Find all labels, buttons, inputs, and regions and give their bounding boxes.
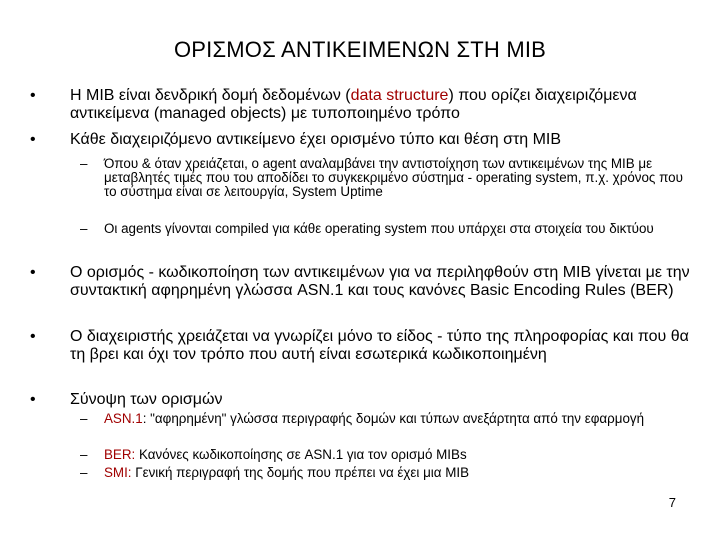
dash-marker: – xyxy=(80,411,88,426)
bullet-item xyxy=(30,391,690,409)
dash-marker: – xyxy=(80,156,88,171)
dash-marker: – xyxy=(80,447,88,462)
bullet-item xyxy=(30,328,690,364)
sub-bullet-item xyxy=(80,222,685,236)
slide-title: ΟΡΙΣΜΟΣ ΑΝΤΙΚΕΙΜΕΝΩΝ ΣΤΗ MIB xyxy=(173,37,547,62)
bullet-marker: • xyxy=(30,391,36,408)
bullet-text xyxy=(70,87,690,123)
bullet-item xyxy=(30,264,690,300)
term-label: ASN.1 xyxy=(104,411,143,426)
sub-bullet-text: Όπου & όταν χρειάζεται, ο agent αναλαμβάνει την αντιστοίχηση των αντικειμένων της MIB με μεταβλητές τιμές που του αποδίδει το συγκεκριμένο σύστημα - operating system, π.χ. χρόνος που το σύστημα είναι σε λειτουργία, System Uptime xyxy=(104,156,683,199)
bullet-marker: • xyxy=(30,87,36,104)
term-definition: Γενική περιγραφή της δομής που πρέπει να έχει μια MIB xyxy=(131,465,470,480)
bullet-marker: • xyxy=(30,328,36,345)
bullet-text: Κάθε διαχειριζόμενο αντικείμενο έχει ορισμένο τύπο και θέση στη MIB xyxy=(70,131,562,148)
term-definition: Κανόνες κωδικοποίησης σε ASN.1 για τον ορισμό MIBs xyxy=(135,447,467,462)
sub-bullet-item xyxy=(80,412,685,426)
sub-bullet-text xyxy=(104,448,685,462)
text-run: ) που ορίζει διαχειριζόμενα αντικείμενα (managed objects) με τυποποιημένο τρόπο xyxy=(70,87,637,122)
dash-marker: – xyxy=(80,221,88,236)
sub-bullet-item xyxy=(80,466,685,480)
highlighted-term: data structure xyxy=(350,87,449,104)
sub-bullet-item xyxy=(80,448,685,462)
term-label: SMI: xyxy=(104,465,132,480)
bullet-text: Ο ορισμός - κωδικοποίηση των αντικειμένων για να περιληφθούν στη MIB γίνεται με την συντακτική αφηρημένη γλώσσα ASN.1 και τους κανόνες Basic Encoding Rules (BER) xyxy=(70,264,690,299)
text-run: Η MIB είναι δενδρική δομή δεδομένων ( xyxy=(70,87,351,104)
sub-bullet-text xyxy=(104,412,685,426)
term-definition: : "αφηρημένη" γλώσσα περιγραφής δομών και τύπων ανεξάρτητα από την εφαρμογή xyxy=(142,411,645,426)
term-label: BER: xyxy=(104,447,136,462)
bullet-item xyxy=(30,87,690,123)
bullet-item xyxy=(30,131,690,149)
page-number: 7 xyxy=(668,495,676,510)
sub-bullet-text xyxy=(104,466,685,480)
bullet-text: Ο διαχειριστής χρειάζεται να γνωρίζει μόνο το είδος - τύπο της πληροφορίας και που θα τη βρει και όχι τον τρόπο που αυτή είναι εσωτερικά κωδικοποιημένη xyxy=(70,328,689,363)
dash-marker: – xyxy=(80,465,88,480)
bullet-marker: • xyxy=(30,264,36,281)
sub-bullet-item xyxy=(80,157,685,199)
bullet-marker: • xyxy=(30,131,36,148)
sub-bullet-text: Οι agents γίνονται compiled για κάθε operating system που υπάρχει στα στοιχεία του δικτύου xyxy=(104,221,654,236)
bullet-text: Σύνοψη των ορισμών xyxy=(70,391,223,408)
